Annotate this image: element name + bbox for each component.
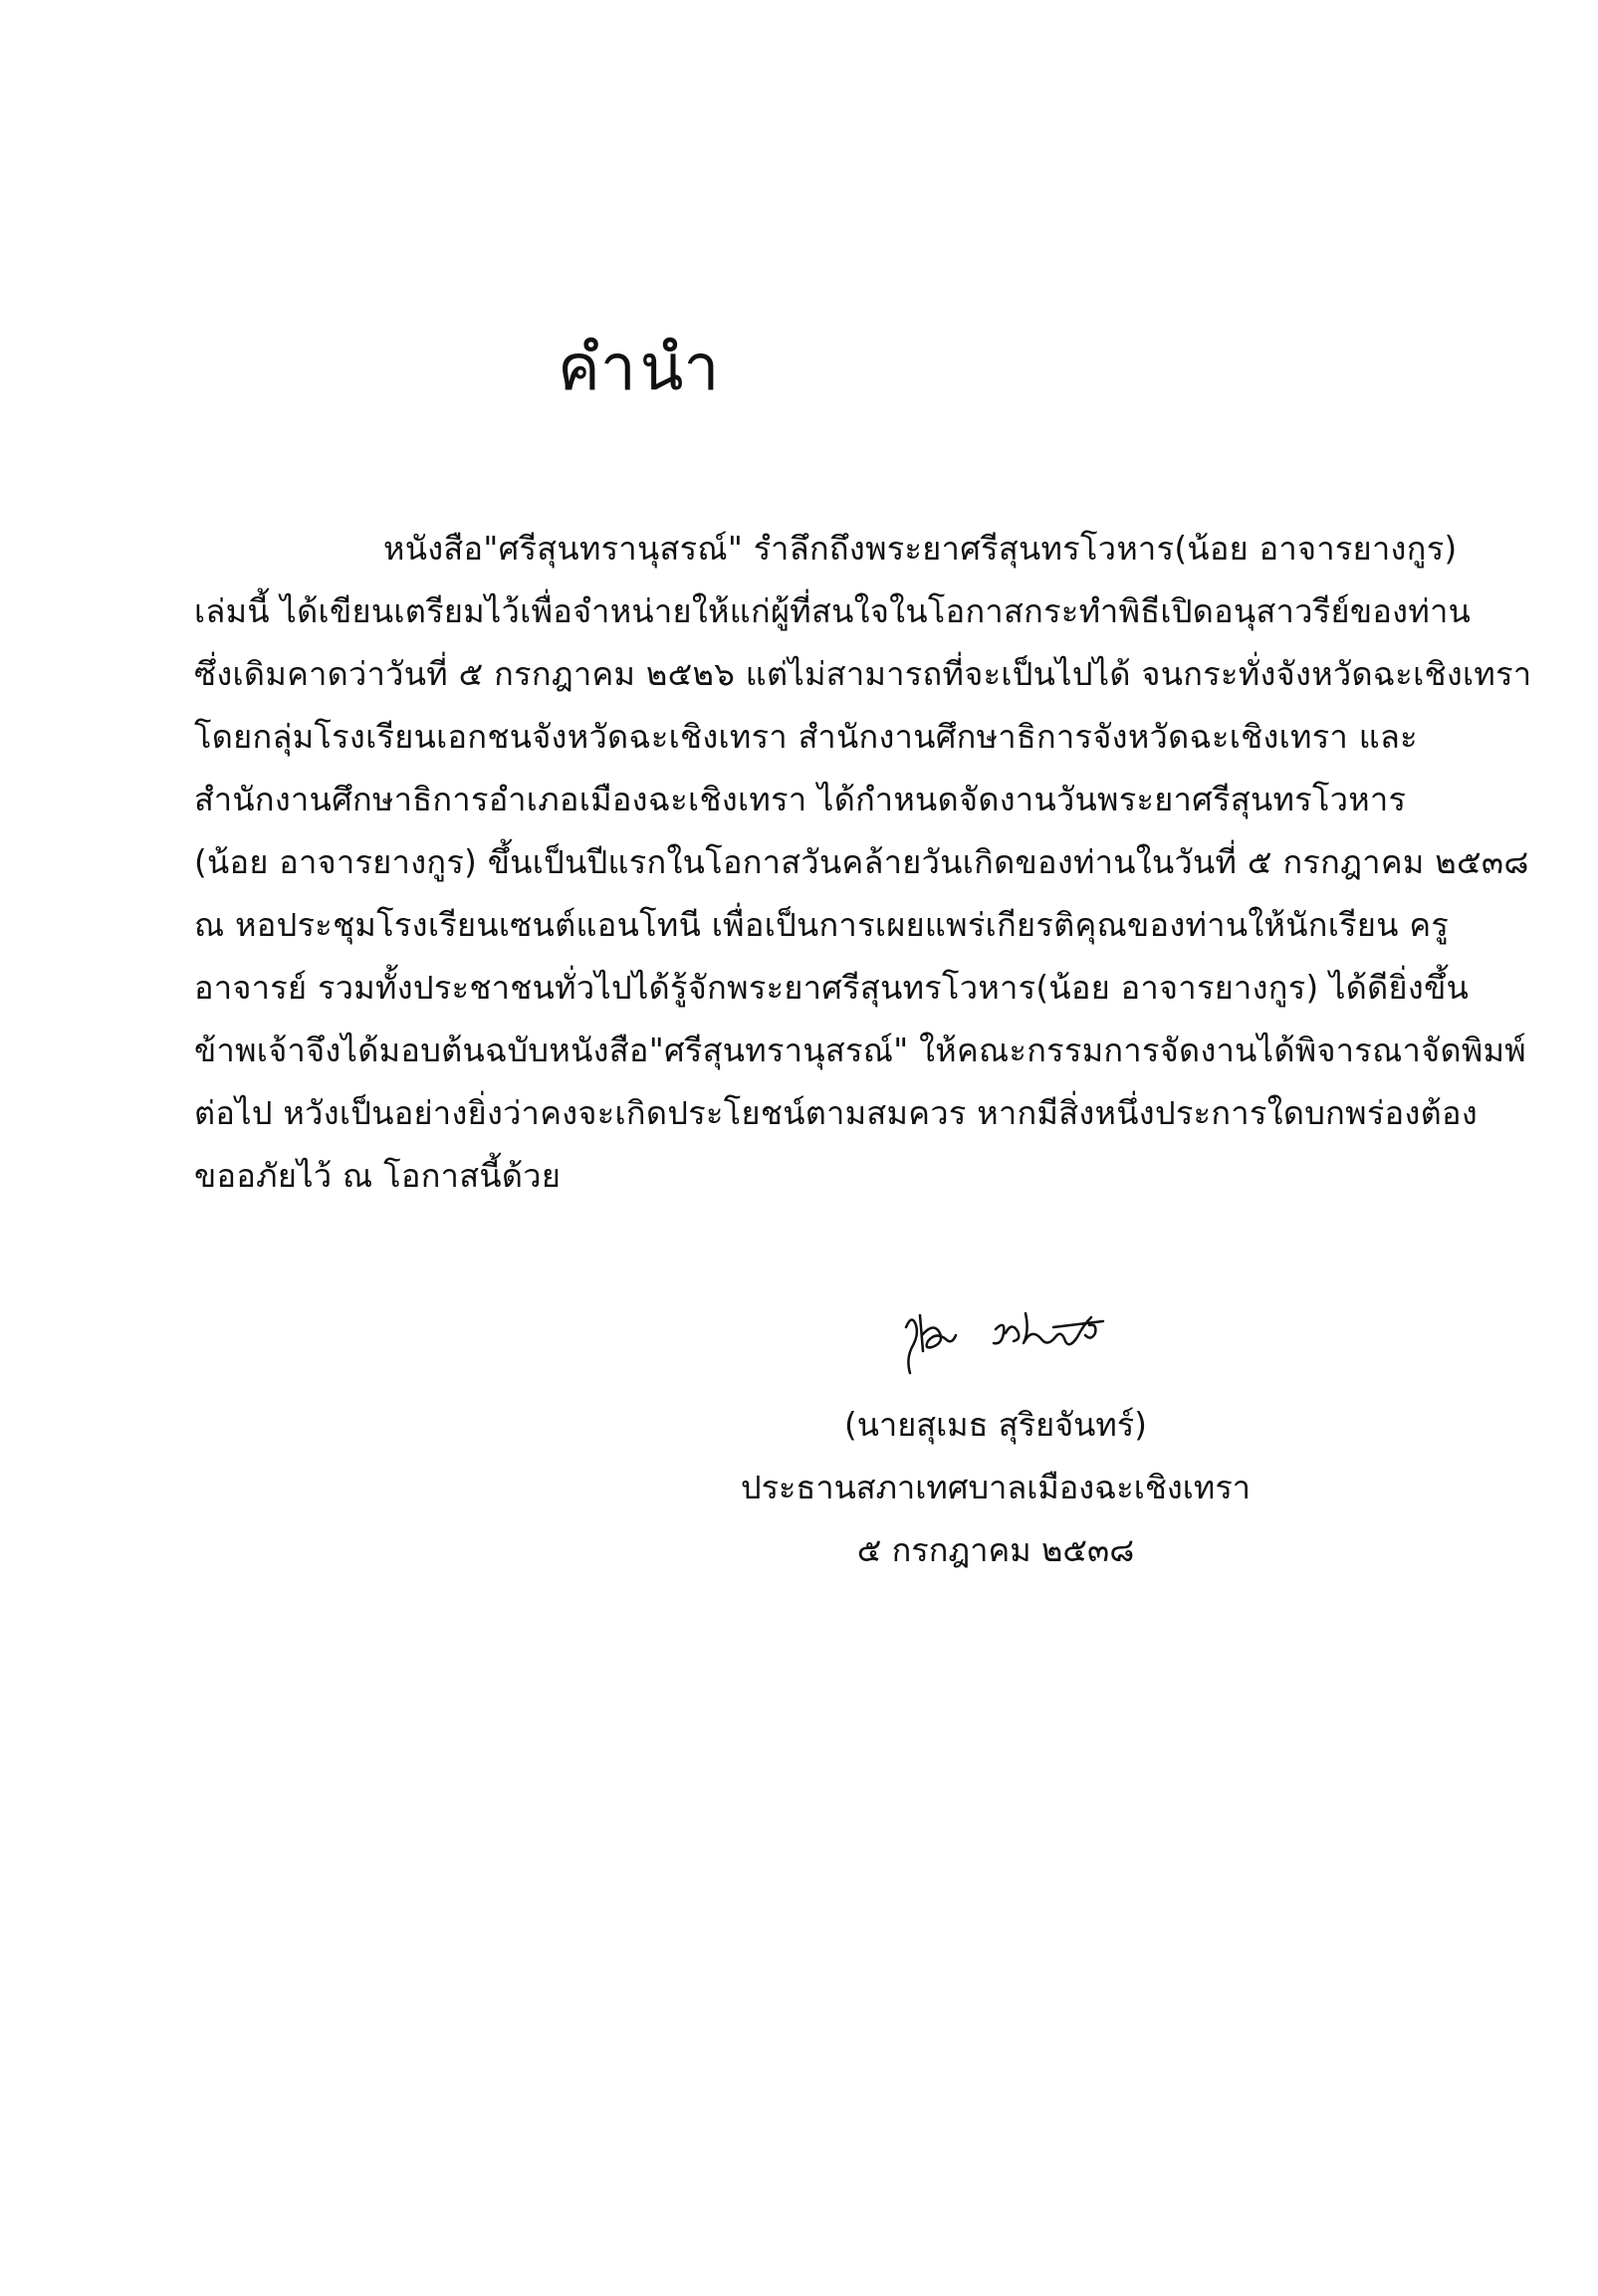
- signer-position: ประธานสภาเทศบาลเมืองฉะเชิงเทรา: [740, 1469, 1252, 1506]
- signer-block: [647, 1394, 1344, 1582]
- handwritten-signature: [876, 1289, 1135, 1379]
- body-line: ขออภัยไว้ ณ โอกาสนี้ด้วย: [194, 1157, 562, 1195]
- body-line: ซึ่งเดิมคาดว่าวันที่ ๕ กรกฎาคม ๒๕๒๖ แต่ไม่สามารถที่จะเป็นไปได้ จนกระทั่งจังหวัดฉะเชิงเทรา: [194, 655, 1532, 693]
- body-line: หนังสือ"ศรีสุนทรานุสรณ์" รำลึกถึงพระยาศรีสุนทรโวหาร(น้อย อาจารยางกูร): [383, 530, 1458, 568]
- document-date: ๕ กรกฎาคม ๒๕๓๘: [856, 1531, 1135, 1569]
- body-line: เล่มนี้ ได้เขียนเตรียมไว้เพื่อจำหน่ายให้แก่ผู้ที่สนใจในโอกาสกระทำพิธีเปิดอนุสาวรีย์ของท่าน: [194, 592, 1472, 630]
- body-line: โดยกลุ่มโรงเรียนเอกชนจังหวัดฉะเชิงเทรา สำนักงานศึกษาธิการจังหวัดฉะเชิงเทรา และ: [194, 718, 1418, 756]
- body-line: (น้อย อาจารยางกูร) ขึ้นเป็นปีแรกในโอกาสวันคล้ายวันเกิดของท่านในวันที่ ๕ กรกฎาคม ๒๕๓๘: [194, 843, 1529, 881]
- signer-name: (นายสุเมธ สุริยจันทร์): [844, 1406, 1147, 1444]
- body-line: ณ หอประชุมโรงเรียนเซนต์แอนโทนี เพื่อเป็นการเผยแพร่เกียรติคุณของท่านให้นักเรียน ครู: [194, 906, 1450, 944]
- body-line: อาจารย์ รวมทั้งประชาชนทั่วไปได้รู้จักพระยาศรีสุนทรโวหาร(น้อย อาจารยางกูร) ได้ดียิ่งขึ้น: [194, 969, 1470, 1007]
- body-line: ข้าพเจ้าจึงได้มอบต้นฉบับหนังสือ"ศรีสุนทรานุสรณ์" ให้คณะกรรมการจัดงานได้พิจารณาจัดพิมพ์: [194, 1032, 1527, 1069]
- body-line: ต่อไป หวังเป็นอย่างยิ่งว่าคงจะเกิดประโยชน์ตามสมควร หากมีสิ่งหนึ่งประการใดบกพร่องต้อง: [194, 1094, 1479, 1132]
- page-title: คำนำ: [558, 332, 724, 405]
- body-line: สำนักงานศึกษาธิการอำเภอเมืองฉะเชิงเทรา ได้กำหนดจัดงานวันพระยาศรีสุนทรโวหาร: [194, 781, 1407, 818]
- preface-body: [194, 518, 1532, 1208]
